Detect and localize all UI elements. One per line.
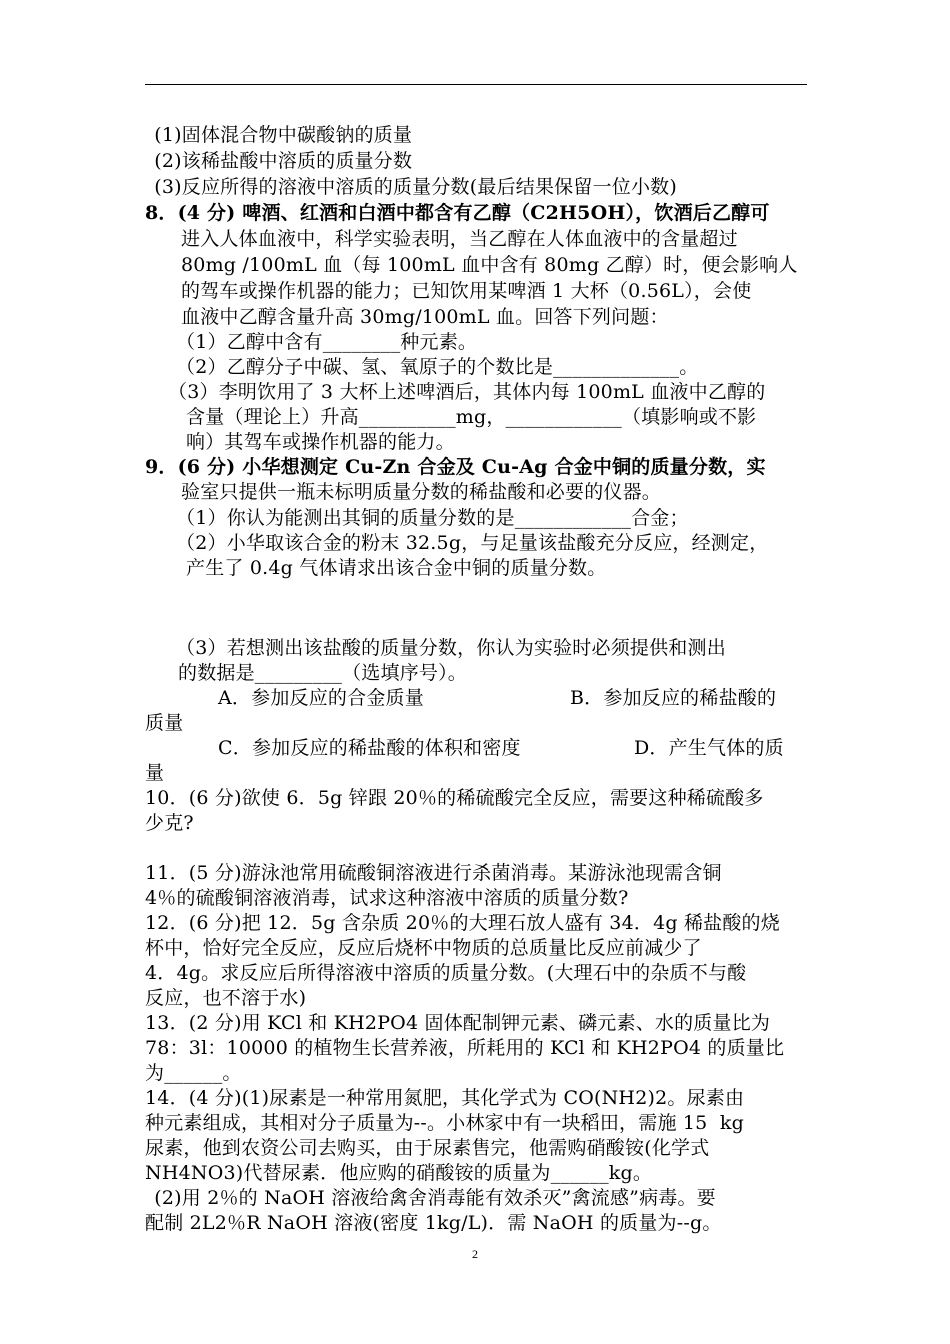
option-d: D．产生气体的质 [634,737,784,759]
q8-line1: 8．(4 分) 啤酒、红酒和白酒中都含有乙醇（C2H5OH），饮酒后乙醇可 [145,202,770,224]
q14-line5: (2)用 2％的 NaOH 溶液给禽舍消毒能有效杀灭”禽流感”病毒。要 [148,1187,716,1209]
q12-line1: 12．(6 分)把 12．5g 含杂质 20％的大理石放人盛有 34．4g 稀盐酸的烧 [145,912,780,934]
q7-part3: (3)反应所得的溶液中溶质的质量分数(最后结果保留一位小数) [148,176,677,198]
q11-line2: 4％的硫酸铜溶液消毒，试求这种溶液中溶质的质量分数? [145,887,629,909]
q12-line2: 杯中，恰好完全反应，反应后烧杯中物质的总质量比反应前减少了 [145,937,702,959]
q8-intro [145,201,770,225]
q8-sub3: （3）李明饮用了 3 大杯上述啤酒后，其体内每 100mL 血液中乙醇的 [168,381,766,403]
q12-line4: 反应，也不溶于水) [145,987,307,1009]
q10-line1: 10．(6 分)欲使 6．5g 锌跟 20％的稀硫酸完全反应，需要这种稀硫酸多 [145,787,764,809]
q9-line2: 验室只提供一瓶未标明质量分数的稀盐酸和必要的仪器。 [181,481,662,503]
q8-sub2: （2）乙醇分子中碳、氢、氧原子的个数比是_____________。 [176,356,699,378]
q11-line1: 11．(5 分)游泳池常用硫酸铜溶液进行杀菌消毒。某游泳池现需含铜 [145,862,722,884]
option-c: C．参加反应的稀盐酸的体积和密度 [218,737,521,759]
q14-line2: 种元素组成，其相对分子质量为--。小林家中有一块稻田，需施 15 kg [145,1112,745,1134]
q10-line2: 少克? [145,812,194,834]
q14-line3: 尿素，他到农资公司去购买，由于尿素售完，他需购硝酸铵(化学式 [145,1137,710,1159]
q9-sub2-cont: 产生了 0.4g 气体请求出该合金中铜的质量分数。 [186,557,607,579]
q9-sub2: （2）小华取该合金的粉末 32.5g，与足量该盐酸充分反应，经测定， [176,532,769,554]
q13-line3: 为______。 [145,1062,242,1084]
option-b: B．参加反应的稀盐酸的 [570,687,777,709]
q9-sub3-cont: 的数据是_________（选填序号）。 [178,662,468,684]
q14-line6: 配制 2L2％R NaOH 溶液(密度 1kg/L)．需 NaOH 的质量为--g。 [145,1212,722,1234]
q7-part1: (1)固体混合物中碳酸钠的质量 [148,124,413,146]
q14-line4: NH4NO3)代替尿素．他应购的硝酸铵的质量为______kg。 [145,1162,653,1184]
option-a: A．参加反应的合金质量 [218,687,424,709]
q14-line1: 14．(4 分)(1)尿素是一种常用氮肥，其化学式为 CO(NH2)2。尿素由 [145,1087,745,1109]
q9-sub3: （3）若想测出该盐酸的质量分数，你认为实验时必须提供和测出 [176,637,726,659]
q8-sub3-cont2: 响）其驾车或操作机器的能力。 [186,431,455,453]
q8-line3: 80mg /100mL 血（每 100mL 血中含有 80mg 乙醇）时，便会影响人 [181,254,798,276]
q8-line2: 进入人体血液中，科学实验表明，当乙醇在人体血液中的含量超过 [181,228,738,250]
q13-line1: 13．(2 分)用 KCl 和 KH2PO4 固体配制钾元素、磷元素、水的质量比为 [145,1012,771,1034]
q12-line3: 4．4g。求反应后所得溶液中溶质的质量分数。(大理石中的杂质不与酸 [145,962,747,984]
q13-line2: 78：3l：10000 的植物生长营养液，所耗用的 KCl 和 KH2PO4 的质量比 [145,1037,785,1059]
option-d-cont: 量 [145,762,165,784]
q8-line4: 的驾车或操作机器的能力；已知饮用某啤酒 1 大杯（0.56L），会使 [181,280,752,302]
q9-line1: 9．(6 分) 小华想测定 Cu-Zn 合金及 Cu-Ag 合金中铜的质量分数，实 [145,456,766,478]
page-number: 2 [472,1247,478,1261]
option-b-cont: 质量 [145,712,184,734]
q9-sub1: （1）你认为能测出其铜的质量分数的是____________合金； [176,507,689,529]
q8-sub3-cont: 含量（理论上）升高__________mg，____________（填影响或不影 [186,406,757,428]
q8-sub1: （1）乙醇中含有________种元素。 [176,331,478,353]
header-rule [145,84,807,85]
q8-line5: 血液中乙醇含量升高 30mg/100mL 血。回答下列问题： [181,306,669,328]
q7-part2: (2)该稀盐酸中溶质的质量分数 [148,150,413,172]
